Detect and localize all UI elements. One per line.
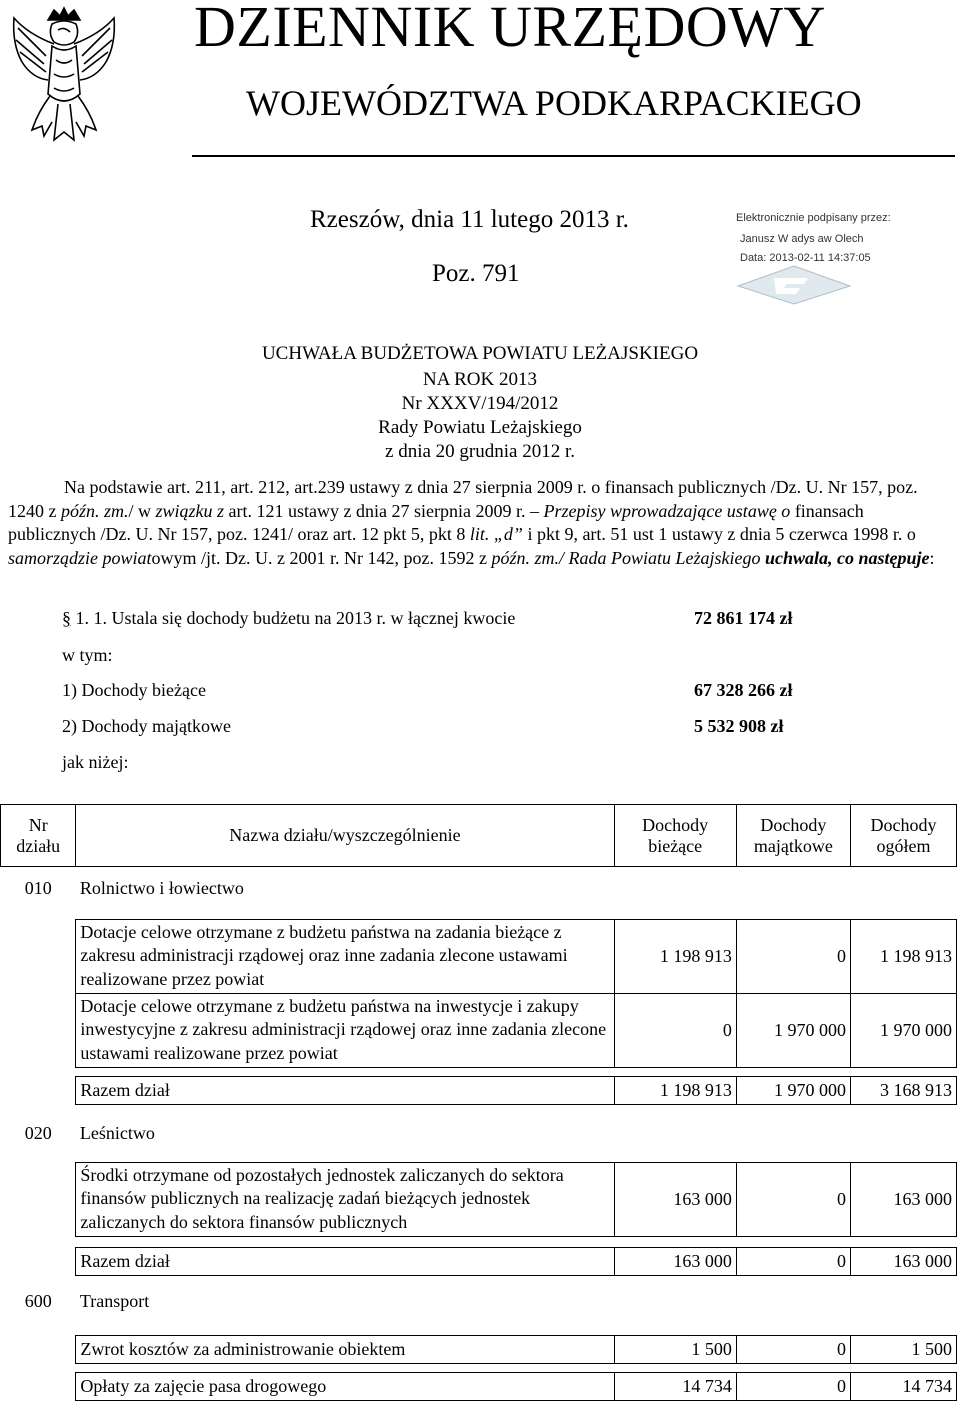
division-row bbox=[1, 1275, 957, 1327]
sum-current: 163 000 bbox=[614, 1247, 736, 1275]
row-description: Opłaty za zajęcie pasa drogowego bbox=[76, 1373, 614, 1401]
signature-signer: Janusz W adys aw Olech bbox=[740, 233, 864, 245]
division-sum-row bbox=[1, 1076, 957, 1104]
sum-current: 1 198 913 bbox=[614, 1076, 736, 1104]
row-total: 163 000 bbox=[850, 1162, 956, 1236]
signature-stamp-icon bbox=[734, 260, 854, 306]
resolution-date: z dnia 20 grudnia 2012 r. bbox=[385, 441, 575, 462]
division-row bbox=[1, 1104, 957, 1162]
publication-date: Rzeszów, dnia 11 lutego 2013 r. bbox=[310, 206, 629, 233]
row-property: 1 970 000 bbox=[736, 993, 850, 1067]
header-property-income: Dochody majątkowe bbox=[736, 805, 850, 867]
position-number: Poz. 791 bbox=[432, 260, 520, 287]
paragraph-mark: § bbox=[62, 608, 71, 628]
header-divider bbox=[192, 155, 955, 157]
as-below-label: jak niżej: bbox=[62, 752, 129, 772]
sum-property: 0 bbox=[736, 1247, 850, 1275]
property-income-value: 5 532 908 zł bbox=[694, 716, 784, 736]
header-current-income: Dochody bieżące bbox=[614, 805, 736, 867]
division-sum-row bbox=[1, 1247, 957, 1275]
sum-total: 163 000 bbox=[850, 1247, 956, 1275]
sum-total: 3 168 913 bbox=[850, 1076, 956, 1104]
row-description: Dotacje celowe otrzymane z budżetu państwa na zadania bieżące z zakresu administracji rządowej oraz inne zadania zlecone ustawami realizowane przez powiat bbox=[76, 919, 614, 993]
row-property: 0 bbox=[736, 1162, 850, 1236]
in-that-label: w tym: bbox=[62, 645, 113, 665]
row-current: 163 000 bbox=[614, 1162, 736, 1236]
resolution-title: UCHWAŁA BUDŻETOWA POWIATU LEŻAJSKIEGO bbox=[261, 343, 699, 364]
row-description: Dotacje celowe otrzymane z budżetu państwa na inwestycje i zakupy inwestycyjne z zakresu administracji rządowej oraz inne zadania zlecone ustawami realizowane przez powiat bbox=[76, 993, 614, 1067]
header-total-income: Dochody ogółem bbox=[850, 805, 956, 867]
gazette-subtitle: WOJEWÓDZTWA PODKARPACKIEGO bbox=[246, 83, 862, 123]
table-header-row bbox=[1, 805, 957, 867]
gazette-title: DZIENNIK URZĘDOWY bbox=[194, 0, 826, 59]
section-1-heading bbox=[62, 608, 515, 629]
resolution-number: Nr XXXV/194/2012 bbox=[401, 393, 559, 414]
division-code: 020 bbox=[24, 1122, 52, 1143]
legal-basis-paragraph: Na podstawie art. 211, art. 212, art.239 ustawy z dnia 27 sierpnia 2009 r. o finansach publicznych /Dz. U. Nr 157, poz. 1240 z późn. zm./ w związku z art. 121 ustawy z dnia 27 sierpnia 2009 r. – Przepisy wprowadzające ustawę o finansach publicznych /Dz. U. Nr 157, poz. 1241/ oraz art. 12 pkt 5, pkt 8 lit. „d” i pkt 9, art. 51 ust 1 ustawy z dnia 5 czerwca 1998 r. o samorządzie powiatowym /jt. Dz. U. z 2001 r. Nr 142, poz. 1592 z późn. zm./ Rada Powiatu Leżajskiego uchwala, co następuje: bbox=[8, 477, 935, 568]
table-row bbox=[1, 1336, 957, 1364]
row-total: 1 198 913 bbox=[850, 919, 956, 993]
division-code: 600 bbox=[24, 1290, 52, 1311]
header-division-number: Nr działu bbox=[1, 805, 76, 867]
property-income-label: 2) Dochody majątkowe bbox=[62, 716, 231, 736]
signature-label: Elektronicznie podpisany przez: bbox=[736, 212, 891, 224]
row-current: 14 734 bbox=[614, 1373, 736, 1401]
row-description: Zwrot kosztów za administrowanie obiektem bbox=[76, 1336, 614, 1364]
row-property: 0 bbox=[736, 919, 850, 993]
section-1-label: 1. 1. Ustala się dochody budżetu na 2013 r. w łącznej kwocie bbox=[75, 608, 516, 628]
row-description: Środki otrzymane od pozostałych jednostek zaliczanych do sektora finansów publicznych na realizację zadań bieżących jednostek zaliczanych do sektora finansów publicznych bbox=[76, 1162, 614, 1236]
current-income-label: 1) Dochody bieżące bbox=[62, 680, 206, 700]
income-table bbox=[0, 804, 957, 1401]
signature-date: Data: 2013-02-11 14:37:05 bbox=[740, 252, 871, 264]
total-income: 72 861 174 zł bbox=[694, 608, 793, 628]
division-code: 010 bbox=[24, 878, 52, 899]
table-row bbox=[1, 919, 957, 993]
division-row bbox=[1, 867, 957, 911]
table-row bbox=[1, 993, 957, 1067]
sum-label: Razem dział bbox=[76, 1247, 614, 1275]
row-property: 0 bbox=[736, 1373, 850, 1401]
row-property: 0 bbox=[736, 1336, 850, 1364]
sum-property: 1 970 000 bbox=[736, 1076, 850, 1104]
division-name: Leśnictwo bbox=[79, 1122, 155, 1143]
resolution-year: NA ROK 2013 bbox=[422, 369, 537, 390]
coat-of-arms-eagle bbox=[8, 4, 120, 146]
row-current: 1 500 bbox=[614, 1336, 736, 1364]
electronic-signature bbox=[734, 210, 954, 305]
row-total: 1 500 bbox=[850, 1336, 956, 1364]
row-total: 1 970 000 bbox=[850, 993, 956, 1067]
row-current: 1 198 913 bbox=[614, 919, 736, 993]
row-total: 14 734 bbox=[850, 1373, 956, 1401]
header-division-name: Nazwa działu/wyszczególnienie bbox=[76, 805, 614, 867]
sum-label: Razem dział bbox=[76, 1076, 614, 1104]
division-name: Transport bbox=[79, 1290, 150, 1311]
table-row bbox=[1, 1162, 957, 1236]
current-income-value: 67 328 266 zł bbox=[694, 680, 793, 700]
resolution-issuer: Rady Powiatu Leżajskiego bbox=[378, 417, 582, 438]
division-name: Rolnictwo i łowiectwo bbox=[79, 878, 244, 899]
row-current: 0 bbox=[614, 993, 736, 1067]
